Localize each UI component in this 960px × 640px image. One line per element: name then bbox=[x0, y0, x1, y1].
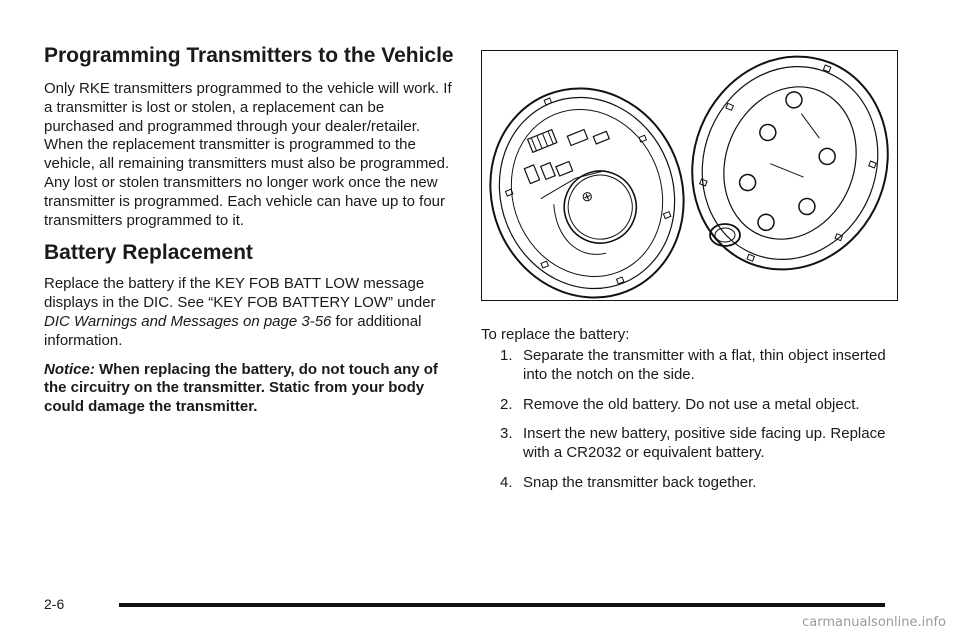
button-half bbox=[661, 51, 897, 299]
page-number: 2-6 bbox=[44, 596, 65, 612]
battery-paragraph-text-b: for additional information. bbox=[44, 312, 422, 349]
dic-warnings-reference: DIC Warnings and Messages on page 3-56 bbox=[44, 312, 332, 330]
instructions-intro: To replace the battery: bbox=[481, 326, 630, 343]
battery-paragraph bbox=[44, 275, 456, 350]
left-column bbox=[44, 42, 456, 427]
notice-label: Notice: bbox=[44, 360, 95, 378]
step-number: 1. bbox=[500, 347, 513, 364]
section-title-programming: Programming Transmitters to the Vehicle bbox=[44, 44, 454, 67]
step-text: Insert the new battery, positive side facing up. Replace with a CR2032 or equivalent battery. bbox=[523, 425, 886, 462]
notice-paragraph bbox=[44, 361, 456, 417]
transmitter-illustration bbox=[481, 50, 898, 301]
step-number: 4. bbox=[500, 473, 513, 491]
circuit-half bbox=[482, 59, 715, 300]
step-text: Separate the transmitter with a flat, thin object inserted into the notch on the side. bbox=[523, 347, 886, 383]
step-item bbox=[481, 425, 901, 463]
notice-text: When replacing the battery, do not touch any of the circuitry on the transmitter. Static from your body could damage the transmitter. bbox=[44, 360, 438, 416]
step-text: Remove the old battery. Do not use a metal object. bbox=[523, 395, 860, 413]
watermark: carmanualsonline.info bbox=[802, 615, 946, 630]
step-item bbox=[481, 474, 901, 493]
battery-steps-list bbox=[481, 347, 901, 493]
step-item bbox=[481, 396, 901, 415]
battery-paragraph-text-a: Replace the battery if the KEY FOB BATT LOW message displays in the DIC. See “KEY FOB BATTERY LOW” under bbox=[44, 275, 436, 312]
section-title-battery: Battery Replacement bbox=[44, 241, 253, 265]
step-number: 2. bbox=[500, 395, 513, 413]
step-item bbox=[481, 347, 901, 385]
battery-positive-symbol: ⊕ bbox=[579, 187, 596, 207]
right-column bbox=[481, 50, 901, 504]
step-number: 3. bbox=[500, 425, 513, 443]
footer-rule bbox=[119, 603, 885, 607]
programming-paragraph: Only RKE transmitters programmed to the vehicle will work. If a transmitter is lost or stolen, a replacement can be purchased and programmed through your dealer/retailer. When the replacement transmitter is programmed to the vehicle, all remaining transmitters must also be programmed. Any lost or stolen transmitters no longer work once the new transmitter is programmed. Each vehicle can have up to four transmitters programmed to it. bbox=[44, 80, 452, 229]
transmitter-open-drawing bbox=[482, 51, 897, 300]
step-text: Snap the transmitter back together. bbox=[523, 473, 757, 491]
